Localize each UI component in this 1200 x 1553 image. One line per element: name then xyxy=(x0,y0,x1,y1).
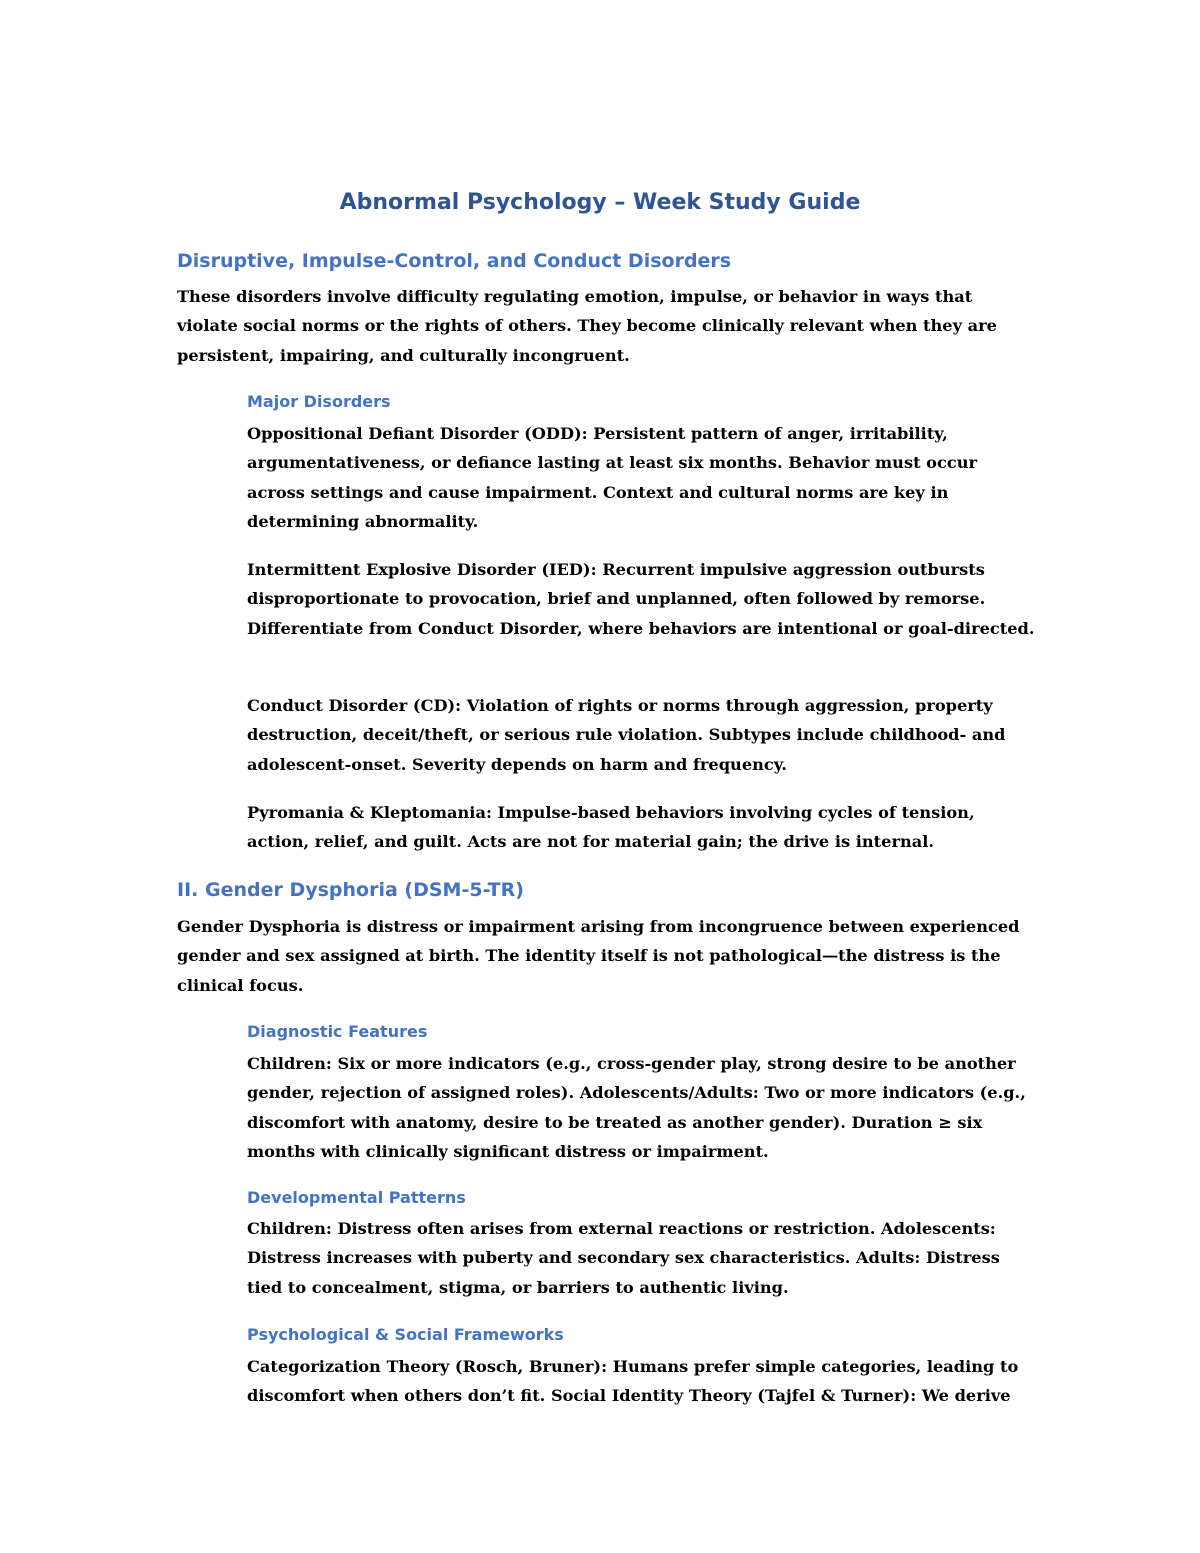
paragraph-developmental-patterns: Children: Distress often arises from external reactions or restriction. Adolescents: Distress increases with puberty and secondary sex characteristics. Adults: Distress tied to concealment, stigma, or barriers to authentic living. xyxy=(247,1219,1000,1297)
subheading-diagnostic-features: Diagnostic Features xyxy=(247,1022,428,1041)
section-heading-disruptive-disorders: Disruptive, Impulse-Control, and Conduct Disorders xyxy=(177,250,732,272)
paragraph-conduct-disorder: Conduct Disorder (CD): Violation of rights or norms through aggression, property destruction, deceit/theft, or serious rule violation. Subtypes include childhood- and adolescent-onset. Severity depends on harm and frequency. xyxy=(247,696,1006,774)
subheading-psych-social-frameworks: Psychological & Social Frameworks xyxy=(247,1325,564,1344)
paragraph-odd: Oppositional Defiant Disorder (ODD): Persistent pattern of anger, irritability, argumentativeness, or defiance lasting at least six months. Behavior must occur across settings and cause impairment. Context and cultural norms are key in determining abnormality. xyxy=(247,424,977,532)
subheading-developmental-patterns: Developmental Patterns xyxy=(247,1188,466,1207)
document-title: Abnormal Psychology – Week Study Guide xyxy=(339,190,861,215)
subheading-major-disorders: Major Disorders xyxy=(247,392,391,411)
paragraph-psych-social-frameworks: Categorization Theory (Rosch, Bruner): Humans prefer simple categories, leading to discomfort when others don’t fit. Social Identity Theory (Tajfel & Turner): We derive xyxy=(247,1357,1019,1406)
section-intro-disruptive-disorders: These disorders involve difficulty regulating emotion, impulse, or behavior in ways that violate social norms or the rights of others. They become clinically relevant when they are persistent, impairing, and culturally incongruent. xyxy=(177,287,997,365)
section-intro-gender-dysphoria: Gender Dysphoria is distress or impairment arising from incongruence between experienced gender and sex assigned at birth. The identity itself is not pathological—the distress is the clinical focus. xyxy=(177,917,1020,995)
paragraph-diagnostic-features: Children: Six or more indicators (e.g., cross-gender play, strong desire to be another gender, rejection of assigned roles). Adolescents/Adults: Two or more indicators (e.g., discomfort with anatomy, desire to be treated as another gender). Duration ≥ six months with clinically significant distress or impairment. xyxy=(247,1054,1026,1162)
section-heading-gender-dysphoria: II. Gender Dysphoria (DSM-5-TR) xyxy=(177,879,524,901)
paragraph-pyromania-kleptomania: Pyromania & Kleptomania: Impulse-based behaviors involving cycles of tension, action, relief, and guilt. Acts are not for material gain; the drive is internal. xyxy=(247,803,975,852)
paragraph-ied: Intermittent Explosive Disorder (IED): Recurrent impulsive aggression outbursts disproportionate to provocation, brief and unplanned, often followed by remorse. Differentiate from Conduct Disorder, where behaviors are intentional or goal-directed. xyxy=(247,560,1035,638)
